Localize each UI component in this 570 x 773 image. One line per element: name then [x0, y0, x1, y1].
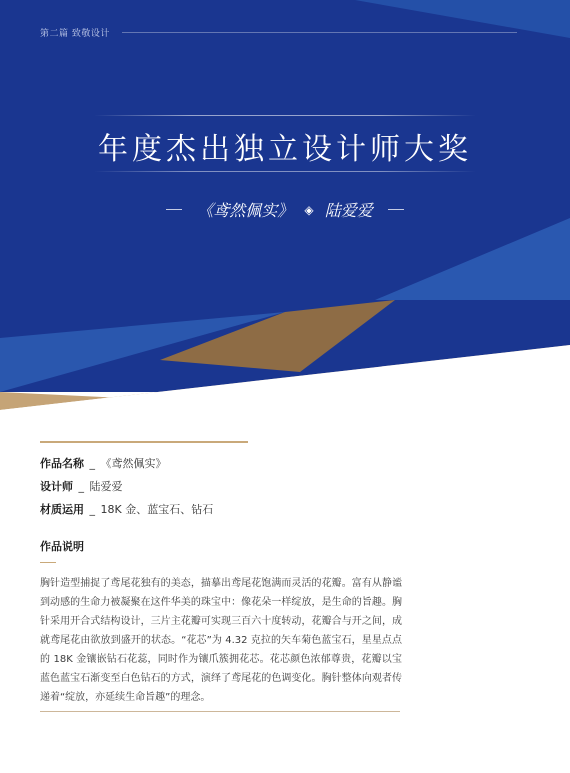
- work-title: 《鸢然佩实》: [197, 201, 294, 220]
- field-separator: _: [89, 457, 95, 470]
- designer-name: 陆爱爱: [324, 201, 373, 220]
- field-label: 材质运用: [40, 503, 84, 516]
- header-divider: [122, 32, 517, 33]
- field-work-name: [40, 455, 167, 471]
- gold-divider: [40, 441, 248, 443]
- field-value: 18K 金、蓝宝石、钻石: [100, 503, 214, 516]
- field-value: 陆爱爱: [89, 480, 123, 493]
- field-label: 作品名称: [40, 457, 84, 470]
- field-value: 《鸢然佩实》: [100, 457, 167, 470]
- field-materials: [40, 501, 213, 517]
- subtitle-dash-right: [388, 209, 404, 210]
- section-label: 第二篇 致敬设计: [40, 29, 110, 39]
- field-label: 设计师: [40, 480, 73, 493]
- description-rule: [40, 562, 56, 563]
- field-designer: [40, 478, 123, 494]
- field-separator: _: [89, 503, 95, 516]
- white-cut: [0, 345, 570, 773]
- title-divider-top: [94, 115, 476, 116]
- field-separator: _: [78, 480, 84, 493]
- subtitle-dash-left: [166, 209, 182, 210]
- description-body: 胸针造型捕捉了鸢尾花独有的美态，描摹出鸢尾花饱满而灵活的花瓣。富有从静谧到动感的生命力被凝聚在这件华美的珠宝中：像花朵一样绽放，是生命的旨趣。胸针采用开合式结构设计，三片主花瓣可实现三百六十度转动，花瓣合与开之间，成就鸢尾花由欲放到盛开的状态。“花芯”为 4.32 克拉的矢车菊色蓝宝石，星星点点的 18K 金镶嵌钻石花蕊，同时作为镶爪簇拥花芯。花芯颜色浓郁尊贵，花瓣以宝蓝色蓝宝石渐变至白色钻石的方式，演绎了鸢尾花的色调变化。胸针整体向观者传递着“绽放，亦延续生命旨趣”的理念。: [40, 578, 402, 703]
- award-title: 年度杰出独立设计师大奖: [98, 132, 472, 167]
- award-subtitle: [0, 198, 570, 221]
- description-heading: 作品说明: [40, 540, 84, 553]
- bottom-divider: [40, 711, 400, 712]
- diamond-icon: ◈: [304, 202, 314, 217]
- title-divider-bottom: [94, 171, 476, 172]
